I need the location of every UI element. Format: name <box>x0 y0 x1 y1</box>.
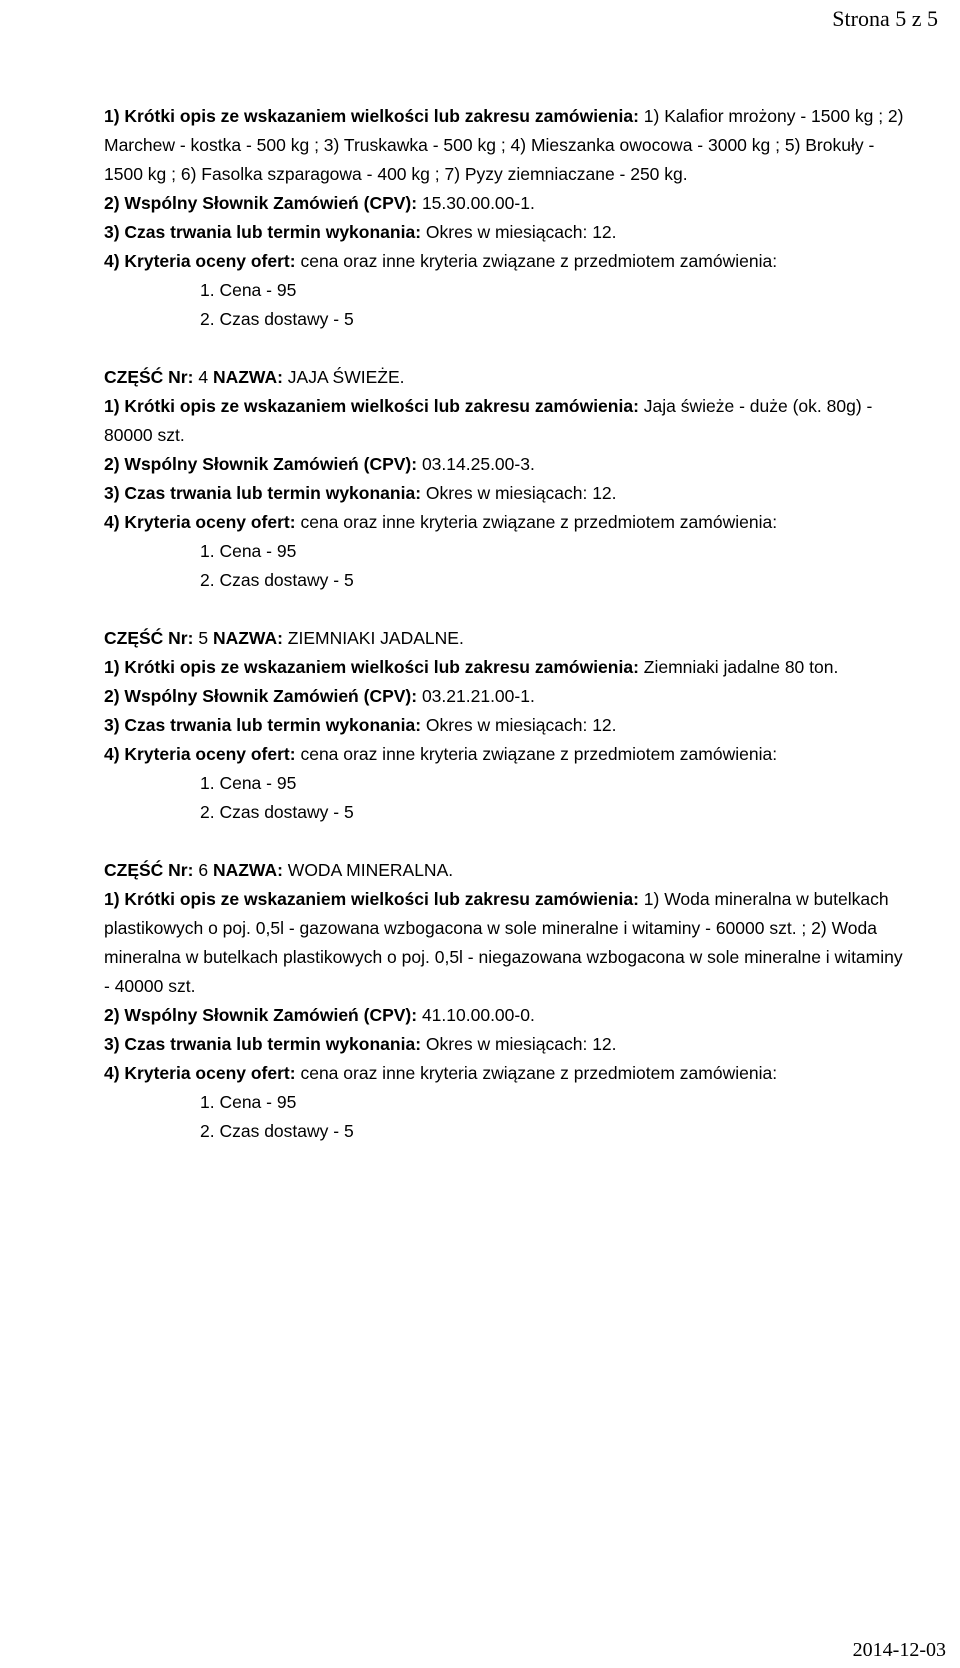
criteria-value: cena oraz inne kryteria związane z przedmiotem zamówienia: <box>300 1063 778 1083</box>
part-number: 5 <box>198 628 209 648</box>
criteria-list <box>104 1088 904 1146</box>
criteria-list <box>104 769 904 827</box>
part-heading <box>104 624 904 653</box>
page-number: Strona 5 z 5 <box>832 6 938 31</box>
part-block-6 <box>104 856 904 1146</box>
criteria-item: 2. Czas dostawy - 5 <box>200 309 354 329</box>
criteria-item: 1. Cena - 95 <box>200 773 297 793</box>
label-description: 1) Krótki opis ze wskazaniem wielkości lub zakresu zamówienia: <box>104 396 639 416</box>
label-duration: 3) Czas trwania lub termin wykonania: <box>104 715 422 735</box>
cpv-value: 15.30.00.00-1. <box>421 193 535 213</box>
short-description <box>104 653 904 682</box>
label-part: CZĘŚĆ Nr: <box>104 367 194 387</box>
short-description <box>104 392 904 450</box>
duration <box>104 711 904 740</box>
label-cpv: 2) Wspólny Słownik Zamówień (CPV): <box>104 193 418 213</box>
criteria <box>104 1059 904 1088</box>
label-part: CZĘŚĆ Nr: <box>104 628 194 648</box>
criteria <box>104 508 904 537</box>
label-cpv: 2) Wspólny Słownik Zamówień (CPV): <box>104 1005 418 1025</box>
label-name: NAZWA: <box>212 860 283 880</box>
description-value: 1) Woda mineralna w butelkach plastikowych o poj. 0,5l - gazowana wzbogacona w sole mineralne i witaminy - 60000 szt. ; 2) Woda mineralna w butelkach plastikowych o poj. 0,5l - niegazowana wzbogacona w sole mineralne i witaminy - 40000 szt. <box>104 889 903 996</box>
description-value: Jaja świeże - duże (ok. 80g) - 80000 szt. <box>104 396 873 445</box>
criteria-value: cena oraz inne kryteria związane z przedmiotem zamówienia: <box>300 251 778 271</box>
criteria-item: 2. Czas dostawy - 5 <box>200 802 354 822</box>
cpv-code <box>104 1001 904 1030</box>
part-block-5 <box>104 624 904 827</box>
label-name: NAZWA: <box>212 367 283 387</box>
criteria-item: 1. Cena - 95 <box>200 280 297 300</box>
duration-value: Okres w miesiącach: 12. <box>425 222 617 242</box>
cpv-code <box>104 682 904 711</box>
label-criteria: 4) Kryteria oceny ofert: <box>104 512 296 532</box>
duration <box>104 479 904 508</box>
criteria <box>104 247 904 276</box>
cpv-value: 03.14.25.00-3. <box>421 454 535 474</box>
cpv-value: 03.21.21.00-1. <box>421 686 535 706</box>
criteria-item: 1. Cena - 95 <box>200 541 297 561</box>
document-body <box>104 102 904 1146</box>
label-criteria: 4) Kryteria oceny ofert: <box>104 251 296 271</box>
part-number: 6 <box>198 860 209 880</box>
label-criteria: 4) Kryteria oceny ofert: <box>104 744 296 764</box>
cpv-value: 41.10.00.00-0. <box>421 1005 535 1025</box>
label-cpv: 2) Wspólny Słownik Zamówień (CPV): <box>104 686 418 706</box>
criteria-list <box>104 537 904 595</box>
part-block-4 <box>104 363 904 595</box>
label-cpv: 2) Wspólny Słownik Zamówień (CPV): <box>104 454 418 474</box>
duration-value: Okres w miesiącach: 12. <box>425 1034 617 1054</box>
part-block-intro <box>104 102 904 334</box>
part-heading <box>104 856 904 885</box>
description-value: 1) Kalafior mrożony - 1500 kg ; 2) Marchew - kostka - 500 kg ; 3) Truskawka - 500 kg ; 4) Mieszanka owocowa - 3000 kg ; 5) Brokuły - 1500 kg ; 6) Fasolka szparagowa - 400 kg ; 7) Pyzy ziemniaczane - 250 kg. <box>104 106 904 184</box>
part-number: 4 <box>198 367 209 387</box>
label-description: 1) Krótki opis ze wskazaniem wielkości lub zakresu zamówienia: <box>104 889 639 909</box>
description-value: Ziemniaki jadalne 80 ton. <box>643 657 839 677</box>
label-description: 1) Krótki opis ze wskazaniem wielkości lub zakresu zamówienia: <box>104 657 639 677</box>
criteria-item: 2. Czas dostawy - 5 <box>200 1121 354 1141</box>
criteria-item: 2. Czas dostawy - 5 <box>200 570 354 590</box>
part-name: ZIEMNIAKI JADALNE. <box>287 628 464 648</box>
part-name: WODA MINERALNA. <box>287 860 454 880</box>
part-name: JAJA ŚWIEŻE. <box>287 367 405 387</box>
label-criteria: 4) Kryteria oceny ofert: <box>104 1063 296 1083</box>
criteria-value: cena oraz inne kryteria związane z przedmiotem zamówienia: <box>300 744 778 764</box>
label-duration: 3) Czas trwania lub termin wykonania: <box>104 1034 422 1054</box>
criteria-value: cena oraz inne kryteria związane z przedmiotem zamówienia: <box>300 512 778 532</box>
criteria-item: 1. Cena - 95 <box>200 1092 297 1112</box>
short-description <box>104 885 904 1001</box>
cpv-code <box>104 189 904 218</box>
criteria <box>104 740 904 769</box>
label-part: CZĘŚĆ Nr: <box>104 860 194 880</box>
cpv-code <box>104 450 904 479</box>
label-name: NAZWA: <box>212 628 283 648</box>
criteria-list <box>104 276 904 334</box>
print-date: 2014-12-03 <box>852 1639 946 1661</box>
label-description: 1) Krótki opis ze wskazaniem wielkości lub zakresu zamówienia: <box>104 106 639 126</box>
label-duration: 3) Czas trwania lub termin wykonania: <box>104 222 422 242</box>
duration-value: Okres w miesiącach: 12. <box>425 483 617 503</box>
part-heading <box>104 363 904 392</box>
duration <box>104 1030 904 1059</box>
duration-value: Okres w miesiącach: 12. <box>425 715 617 735</box>
short-description <box>104 102 904 189</box>
duration <box>104 218 904 247</box>
label-duration: 3) Czas trwania lub termin wykonania: <box>104 483 422 503</box>
